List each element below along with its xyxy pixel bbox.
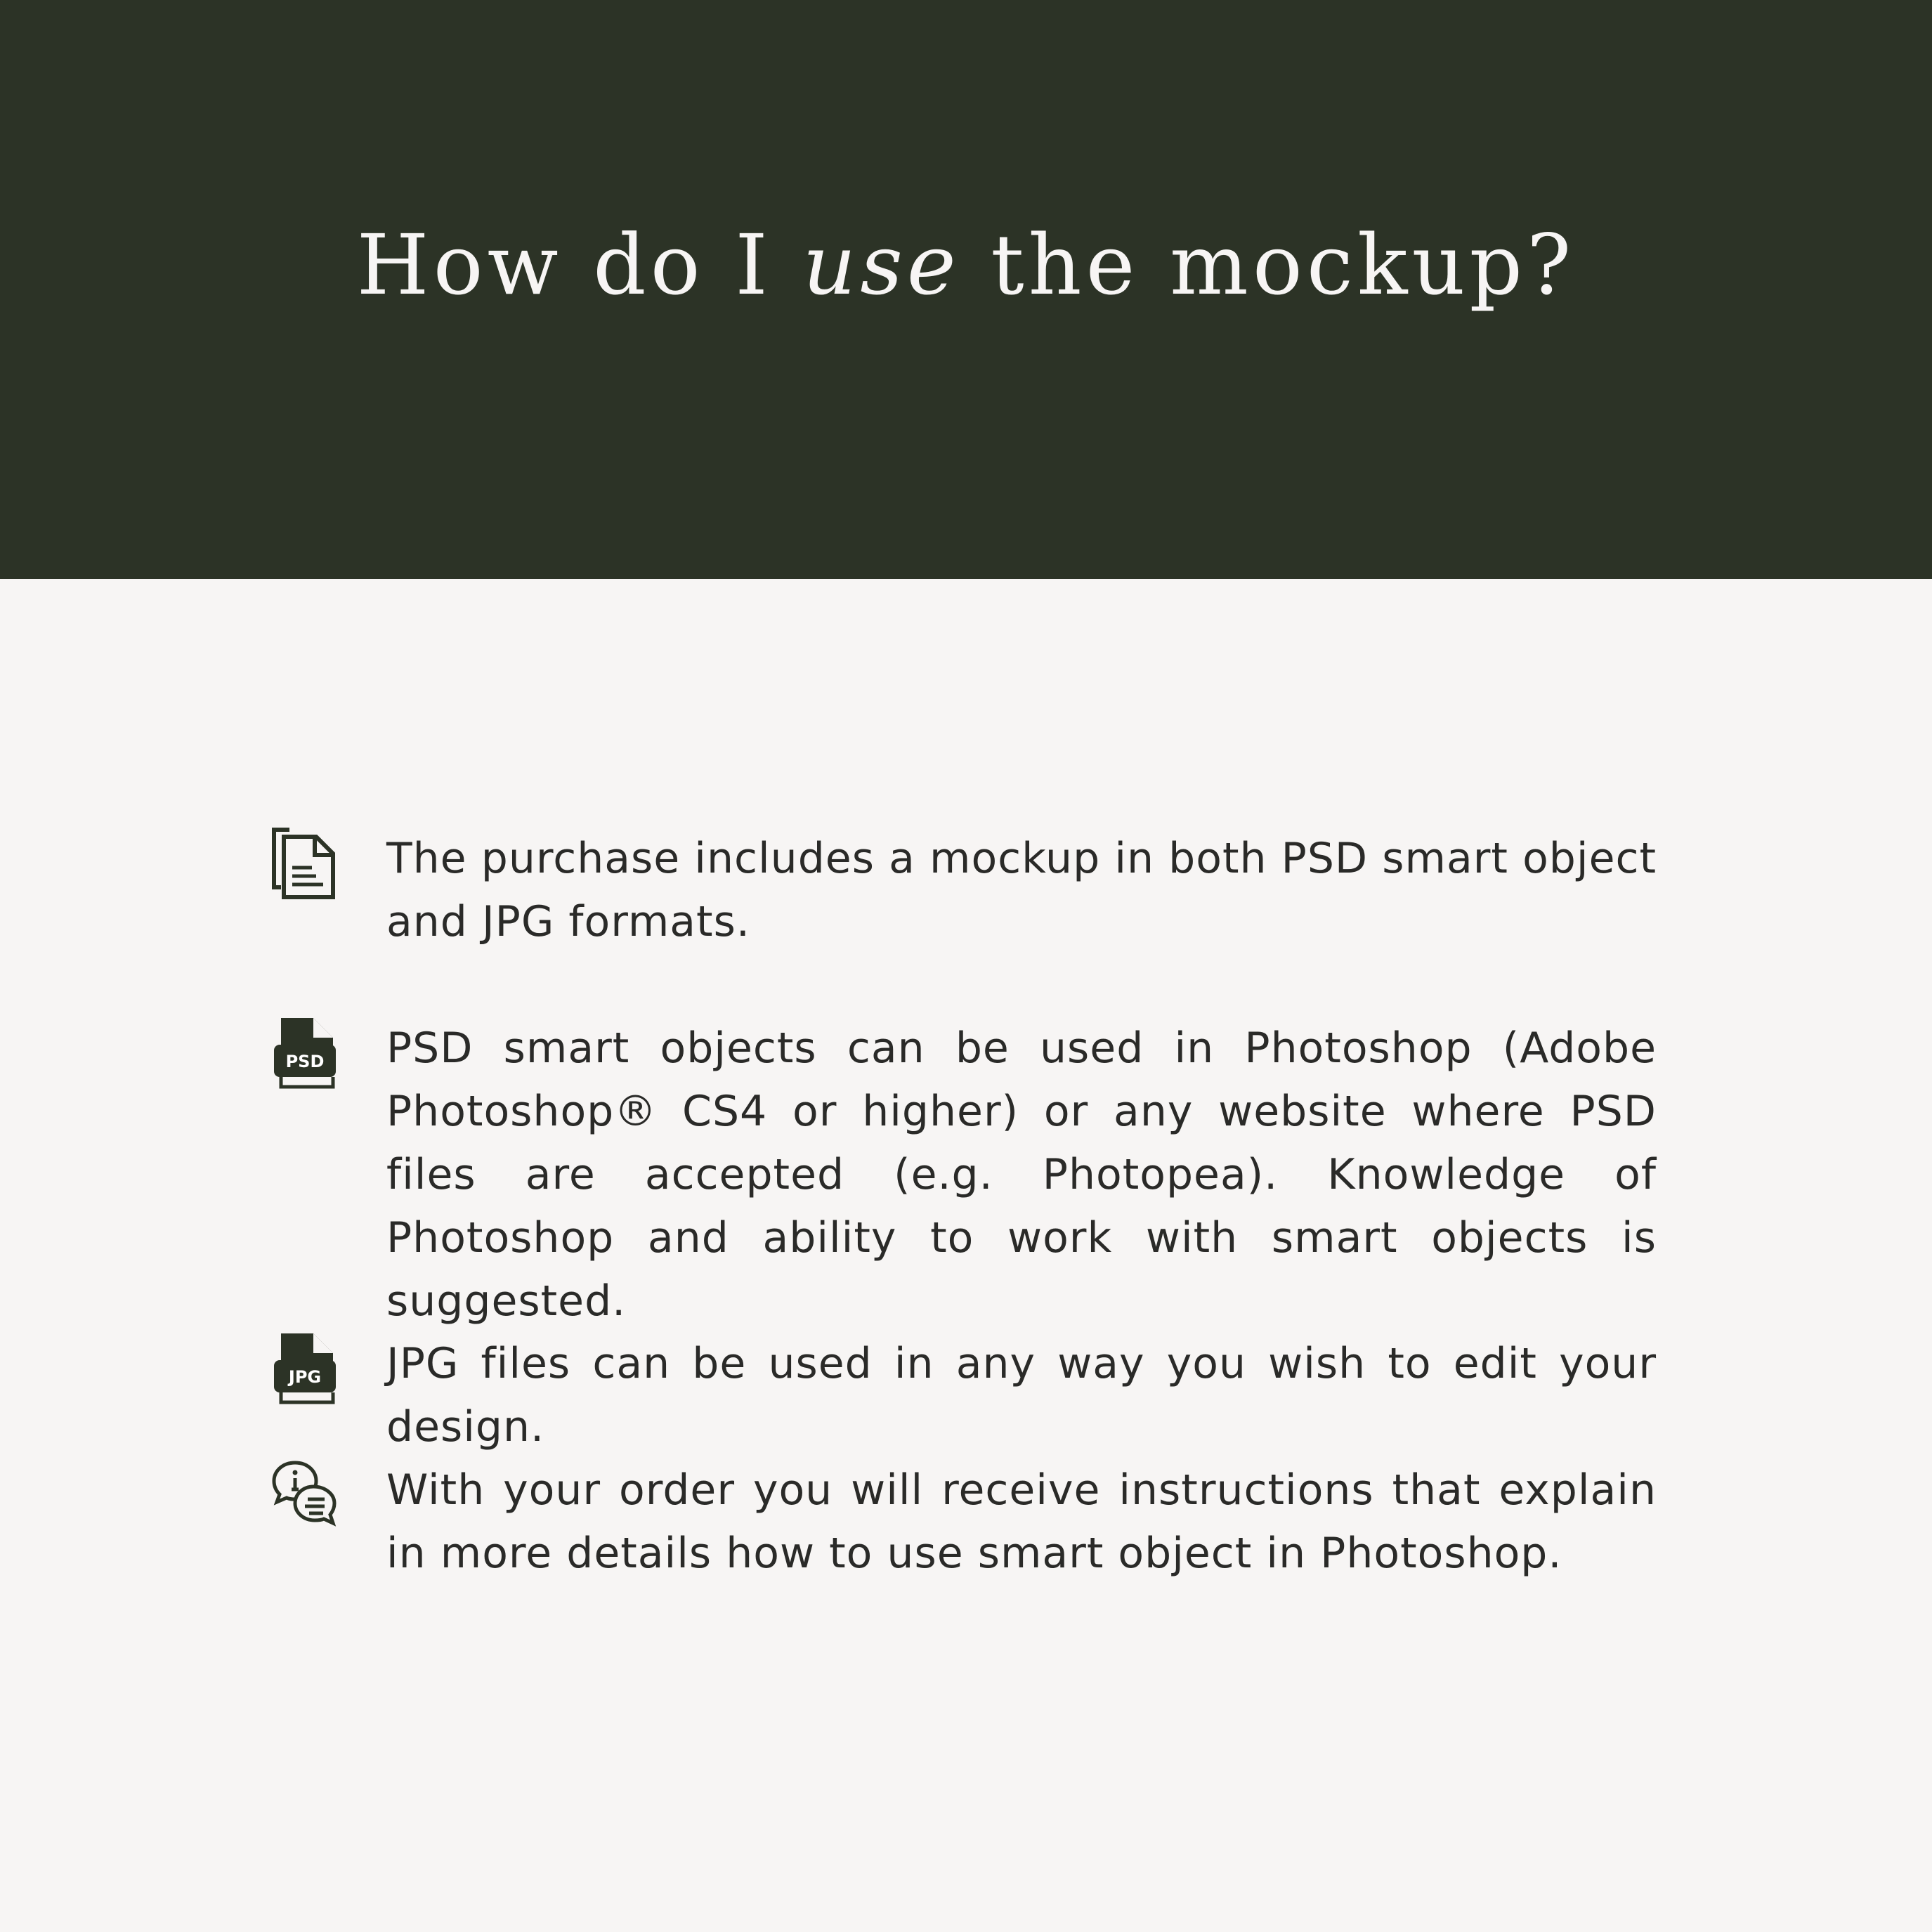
item-text: The purchase includes a mockup in both PSD smart object and JPG formats. — [386, 834, 1657, 946]
item-text: With your order you will receive instructions that explain in more details how to use smart object in Photoshop. — [386, 1466, 1657, 1578]
psd-icon-label: PSD — [285, 1052, 325, 1071]
jpg-icon-label: JPG — [288, 1367, 322, 1387]
title-emphasis: use — [802, 216, 960, 313]
page-title — [0, 216, 1932, 313]
psd-file-icon — [271, 1017, 339, 1091]
title-part-1: How do I — [356, 216, 803, 313]
item-text: PSD smart objects can be used in Photoshop (Adobe Photoshop® CS4 or higher) or any website where PSD files are accepted (e.g. Photopea). Knowledge of Photoshop and ability to work with smart objects is suggested. — [386, 1024, 1657, 1326]
document-copy-icon — [271, 827, 339, 901]
instructions-list — [0, 579, 1932, 1932]
jpg-file-icon — [271, 1332, 339, 1406]
info-chat-icon — [271, 1458, 339, 1533]
header-banner — [0, 0, 1932, 579]
title-part-2: the mockup? — [960, 216, 1576, 313]
item-text: JPG files can be used in any way you wish to edit your design. — [386, 1339, 1657, 1451]
